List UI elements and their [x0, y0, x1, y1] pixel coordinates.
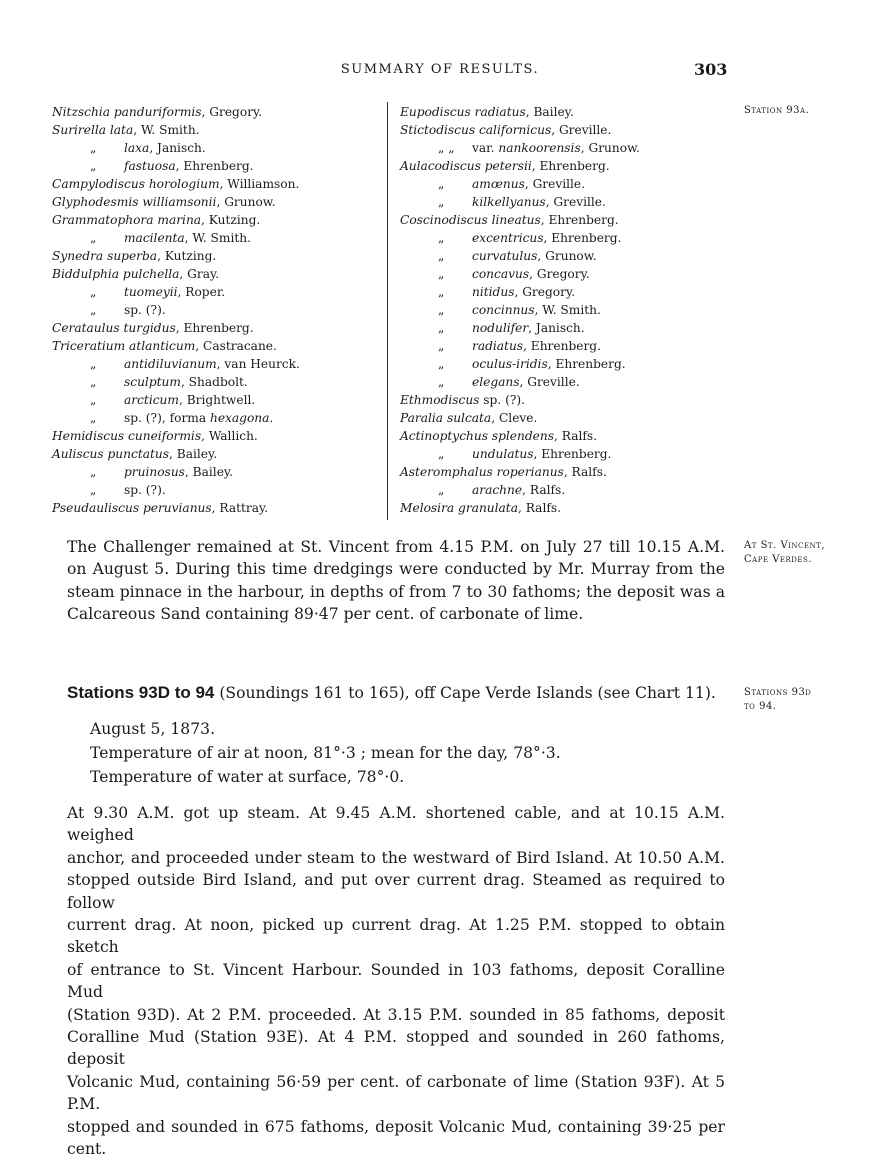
species-name: curvatulus: [472, 249, 538, 263]
ditto-mark: „: [438, 357, 445, 371]
species-name: concavus: [472, 267, 530, 281]
margin-note-line: to 94.: [744, 701, 777, 712]
species-entry: [52, 193, 300, 211]
species-entry: [52, 301, 300, 319]
species-authority: , Rattray.: [211, 501, 269, 515]
page-number: 303: [694, 60, 728, 79]
species-list-left: [52, 103, 300, 517]
species-authority: , van Heurck.: [216, 357, 300, 371]
species-entry: [400, 157, 640, 175]
species-authority: , Grunow.: [216, 195, 276, 209]
species-authority: , Bailey.: [525, 105, 574, 119]
ditto-mark: „: [438, 483, 445, 497]
species-name: fastuosa: [124, 159, 176, 173]
margin-note-line: At St. Vincent,: [744, 540, 825, 551]
species-entry: [400, 319, 640, 337]
species-name: Biddulphia pulchella: [52, 267, 180, 281]
species-authority: , Grunow.: [537, 249, 597, 263]
ditto-mark: „: [438, 339, 445, 353]
text-line: (Station 93D). At 2 P.M. proceeded. At 3.15 P.M. sounded in 85 fathoms, deposit: [67, 1005, 725, 1024]
species-authority: , Ehrenberg.: [547, 357, 626, 371]
species-entry: [52, 265, 300, 283]
species-name: Synedra superba: [52, 249, 158, 263]
species-entry: [400, 463, 640, 481]
species-authority: sp. (?), forma: [124, 411, 210, 425]
species-authority: , Shadbolt.: [180, 375, 248, 389]
species-authority: , Bailey.: [184, 465, 234, 479]
species-entry: [52, 283, 300, 301]
species-entry: [52, 481, 300, 499]
column-divider: [387, 102, 388, 520]
ditto-mark: „: [438, 285, 445, 299]
species-authority: , Greville.: [551, 123, 612, 137]
species-name: antidiluvianum: [124, 357, 217, 371]
species-entry: [52, 391, 300, 409]
species-authority: , Ralfs.: [563, 465, 607, 479]
species-entry: [400, 337, 640, 355]
ditto-mark: „: [90, 393, 97, 407]
narrative-paragraph: [67, 802, 725, 1161]
species-authority: , Greville.: [519, 375, 580, 389]
species-name: Ethmodiscus: [400, 393, 480, 407]
species-name: Paralia sulcata: [400, 411, 492, 425]
species-authority: , Wallich.: [201, 429, 258, 443]
text-line: Coralline Mud (Station 93E). At 4 P.M. stopped and sounded in 260 fathoms, deposit: [67, 1028, 725, 1069]
species-entry: [52, 337, 300, 355]
ditto-mark: „: [90, 375, 97, 389]
page-running-head: SUMMARY OF RESULTS.: [340, 62, 540, 77]
species-entry: [52, 139, 300, 157]
species-name: nankoorensis: [498, 141, 581, 155]
text-line: The Challenger remained at St. Vincent from 4.15 P.M. on July 27 till 10.15 A.M.: [67, 538, 725, 556]
species-authority: , Bailey.: [169, 447, 218, 461]
text-line: stopped outside Bird Island, and put over current drag. Steamed as required to follow: [67, 871, 725, 912]
ditto-mark: „: [438, 303, 445, 317]
species-name: Coscinodiscus lineatus: [400, 213, 541, 227]
species-name: arcticum: [124, 393, 179, 407]
species-entry: [400, 409, 640, 427]
species-name: nitidus: [472, 285, 515, 299]
species-name: Campylodiscus horologium: [52, 177, 220, 191]
species-entry: [52, 355, 300, 373]
species-authority: sp. (?).: [479, 393, 526, 407]
ditto-mark: „: [438, 321, 445, 335]
species-authority: , Ralfs.: [517, 501, 561, 515]
species-name: Aulacodiscus petersii: [400, 159, 532, 173]
species-list-right: [400, 103, 640, 517]
margin-note-station-93a: Station 93a.: [744, 105, 810, 116]
species-name: Triceratium atlanticum: [52, 339, 196, 353]
section-heading-stations: Stations 93D to 94: [67, 683, 215, 702]
margin-note-line: Stations 93d: [744, 687, 812, 698]
text-line: on August 5. During this time dredgings were conducted by Mr. Murray from the: [67, 560, 725, 579]
species-entry: [52, 409, 300, 427]
air-temperature: Temperature of air at noon, 81°·3 ; mean for the day, 78°·3.: [90, 744, 561, 762]
species-authority: , Ralfs.: [553, 429, 597, 443]
species-authority: , Gregory.: [529, 267, 590, 281]
species-entry: [52, 121, 300, 139]
species-name: radiatus: [472, 339, 524, 353]
species-authority: , Ehrenberg.: [533, 447, 612, 461]
ditto-mark: „: [90, 411, 97, 425]
species-name: macilenta: [124, 231, 185, 245]
species-authority: sp. (?).: [124, 483, 166, 497]
species-name: amœnus: [472, 177, 525, 191]
observation-block: [90, 717, 561, 789]
species-authority: , Ehrenberg.: [531, 159, 610, 173]
margin-note-st-vincent: [744, 539, 825, 567]
species-authority: , Ehrenberg.: [540, 213, 619, 227]
species-entry: [52, 427, 300, 445]
species-entry: [400, 391, 640, 409]
text-line: Calcareous Sand containing 89·47 per cent. of carbonate of lime.: [67, 605, 584, 624]
species-name: oculus-iridis: [472, 357, 548, 371]
species-authority: , Janisch.: [528, 321, 585, 335]
species-entry: [52, 373, 300, 391]
species-name: Grammatophora marina: [52, 213, 202, 227]
species-name: Auliscus punctatus: [52, 447, 169, 461]
species-entry: [400, 247, 640, 265]
species-entry: [52, 157, 300, 175]
species-entry: [52, 103, 300, 121]
species-name: Cerataulus turgidus: [52, 321, 176, 335]
species-entry: [400, 175, 640, 193]
species-entry: [52, 175, 300, 193]
ditto-mark: „: [90, 231, 97, 245]
ditto-mark: „: [438, 177, 445, 191]
species-name: pruinosus: [124, 465, 185, 479]
species-entry: [52, 229, 300, 247]
text-line: of entrance to St. Vincent Harbour. Sounded in 103 fathoms, deposit Coralline Mud: [67, 960, 725, 1002]
species-authority: , Castracane.: [195, 339, 277, 353]
species-name: excentricus: [472, 231, 544, 245]
species-authority: , Greville.: [545, 195, 606, 209]
ditto-mark: „: [90, 483, 97, 497]
species-authority: , Ehrenberg.: [543, 231, 622, 245]
species-name: tuomeyii: [124, 285, 178, 299]
species-authority: , Kutzing.: [157, 249, 217, 263]
species-name: Asteromphalus roperianus: [400, 465, 564, 479]
ditto-mark: „: [438, 447, 445, 461]
margin-note-line: Cape Verdes.: [744, 554, 813, 565]
text-line: steam pinnace in the harbour, in depths of from 7 to 30 fathoms; the deposit was a: [67, 582, 725, 601]
species-entry: [400, 103, 640, 121]
species-name: Surirella lata: [52, 123, 134, 137]
species-name: Hemidiscus cuneiformis: [52, 429, 202, 443]
species-authority: , Brightwell.: [178, 393, 256, 407]
ditto-mark: „: [90, 303, 97, 317]
ditto-mark: „: [438, 231, 445, 245]
species-authority: , Williamson.: [219, 177, 300, 191]
species-authority: var.: [472, 141, 499, 155]
species-authority: sp. (?).: [124, 303, 166, 317]
ditto-mark: „ „: [438, 141, 455, 155]
species-name: Actinoptychus splendens: [400, 429, 554, 443]
species-name: kilkellyanus: [472, 195, 546, 209]
species-authority: , Gregory.: [201, 105, 263, 119]
species-name: undulatus: [472, 447, 534, 461]
species-entry: [400, 265, 640, 283]
species-authority: , W. Smith.: [184, 231, 251, 245]
species-entry: [400, 445, 640, 463]
species-authority: , Ehrenberg.: [175, 159, 254, 173]
species-authority: , Grunow.: [580, 141, 640, 155]
species-authority: , Greville.: [524, 177, 586, 191]
ditto-mark: „: [438, 249, 445, 263]
species-authority: , W. Smith.: [133, 123, 200, 137]
text-line: Volcanic Mud, containing 56·59 per cent. of carbonate of lime (Station 93F). At 5 P.M.: [67, 1072, 725, 1114]
species-name: elegans: [472, 375, 520, 389]
text-line: current drag. At noon, picked up current drag. At 1.25 P.M. stopped to obtain sketch: [67, 916, 725, 957]
ditto-mark: „: [438, 375, 445, 389]
species-name: arachne: [472, 483, 523, 497]
species-name: Melosira granulata: [400, 501, 518, 515]
species-authority: .: [269, 411, 274, 425]
species-authority: , Gregory.: [514, 285, 576, 299]
species-name: Glyphodesmis williamsonii: [52, 195, 217, 209]
species-authority: , Roper.: [177, 285, 226, 299]
ditto-mark: „: [90, 159, 97, 173]
species-entry: [52, 319, 300, 337]
species-name: Stictodiscus californicus: [400, 123, 552, 137]
st-vincent-paragraph: [67, 536, 725, 626]
species-name: concinnus: [472, 303, 535, 317]
ditto-mark: „: [438, 267, 445, 281]
text-line: stopped and sounded in 675 fathoms, deposit Volcanic Mud, containing 39·25 per cent.: [67, 1117, 725, 1159]
margin-note-stations-93d: [744, 686, 811, 714]
section-heading: [67, 683, 732, 703]
ditto-mark: „: [90, 285, 97, 299]
species-entry: [400, 373, 640, 391]
species-entry: [400, 427, 640, 445]
species-entry: [400, 283, 640, 301]
species-name: sculptum: [124, 375, 181, 389]
ditto-mark: „: [90, 357, 97, 371]
species-entry: [52, 211, 300, 229]
water-temperature: Temperature of water at surface, 78°·0.: [90, 768, 405, 786]
species-name: nodulifer: [472, 321, 529, 335]
species-authority: , Ehrenberg.: [175, 321, 254, 335]
species-name: Nitzschia panduriformis: [52, 105, 202, 119]
species-authority: , Kutzing.: [201, 213, 261, 227]
species-entry: [400, 139, 640, 157]
species-authority: , Cleve.: [491, 411, 538, 425]
species-authority: , Ralfs.: [522, 483, 566, 497]
species-entry: [400, 499, 640, 517]
species-entry: [52, 247, 300, 265]
observation-date: August 5, 1873.: [90, 720, 216, 738]
species-entry: [400, 193, 640, 211]
species-entry: [400, 121, 640, 139]
ditto-mark: „: [438, 195, 445, 209]
species-entry: [400, 211, 640, 229]
species-entry: [400, 481, 640, 499]
species-name: Eupodiscus radiatus: [400, 105, 526, 119]
species-name: Pseudauliscus peruvianus: [52, 501, 212, 515]
species-entry: [400, 229, 640, 247]
section-heading-detail: (Soundings 161 to 165), off Cape Verde Islands (see Chart 11).: [214, 684, 716, 702]
species-entry: [52, 445, 300, 463]
species-entry: [52, 499, 300, 517]
text-line: At 9.30 A.M. got up steam. At 9.45 A.M. shortened cable, and at 10.15 A.M. weighed: [67, 804, 725, 845]
species-authority: , Ehrenberg.: [523, 339, 601, 353]
species-entry: [400, 355, 640, 373]
species-authority: , W. Smith.: [534, 303, 601, 317]
text-line: anchor, and proceeded under steam to the westward of Bird Island. At 10.50 A.M.: [67, 848, 725, 867]
species-name: hexagona: [209, 411, 270, 425]
ditto-mark: „: [90, 465, 97, 479]
ditto-mark: „: [90, 141, 97, 155]
species-entry: [400, 301, 640, 319]
species-name: laxa: [124, 141, 150, 155]
species-entry: [52, 463, 300, 481]
species-authority: , Janisch.: [149, 141, 206, 155]
species-authority: , Gray.: [179, 267, 220, 281]
